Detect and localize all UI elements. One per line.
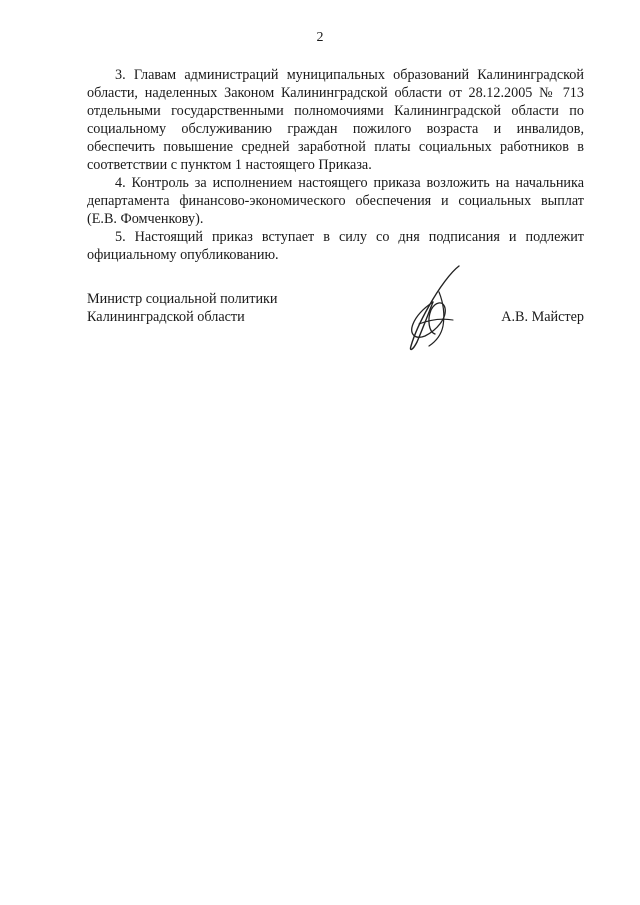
paragraph-3: 3. Главам администраций муниципальных образований Калининградской области, наделенных Законом Калининградской области от 28.12.2005 № 713 отдельными государственными полномочиями Калининградской области по социальному обслуживанию граждан пожилого возраста и инвалидов, обеспечить повышение средней заработной платы социальных работников в соответствии с пунктом 1 настоящего Приказа. [87, 67, 584, 173]
paragraph-4: 4. Контроль за исполнением настоящего приказа возложить на начальника департамента финансово-экономического обеспечения и социальных выплат (Е.В. Фомченкову). [87, 175, 584, 227]
signatory-position-line2: Калининградской области [87, 309, 245, 325]
signatory-position-line1: Министр социальной политики [87, 291, 278, 307]
document-body [87, 66, 584, 264]
signatory-name: А.В. Майстер [501, 309, 584, 325]
page-number: 2 [316, 30, 324, 45]
paragraph-5: 5. Настоящий приказ вступает в силу со дня подписания и подлежит официальному опубликованию. [87, 229, 584, 263]
signature-block [87, 290, 584, 350]
handwritten-signature-icon [399, 262, 471, 354]
signatory-position [87, 290, 278, 326]
